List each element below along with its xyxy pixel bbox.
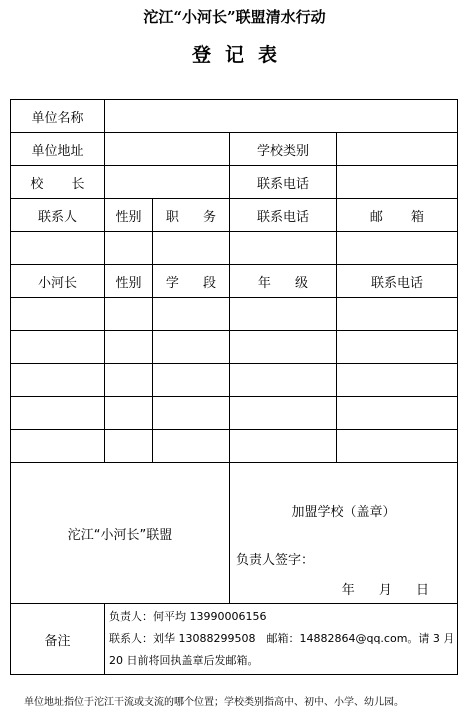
alliance-cell [11, 463, 230, 604]
contact-phone-field[interactable] [230, 232, 337, 265]
sign-school-label: 加盟学校（盖章） [291, 505, 396, 520]
river-stage-field[interactable] [153, 430, 230, 463]
notes-line-responsible: 负责人：何平均 13990006156 [109, 610, 267, 623]
river-grade-field[interactable] [230, 331, 337, 364]
row-principal [11, 166, 458, 199]
river-entry-row [11, 331, 458, 364]
river-gender-field[interactable] [105, 364, 153, 397]
river-gender-field[interactable] [105, 430, 153, 463]
notes-body [105, 604, 458, 675]
river-grade-field[interactable] [230, 430, 337, 463]
notes-line-contact: 联系人：刘华 13088299508 邮箱：14882864@qq.com。请 3 月 [109, 632, 455, 645]
contact-email-field[interactable] [337, 232, 458, 265]
notes-label: 备注 [11, 604, 105, 675]
unit-address-label: 单位地址 [11, 133, 105, 166]
row-contact-header [11, 199, 458, 232]
unit-name-field[interactable] [105, 100, 458, 133]
river-phone-field[interactable] [337, 430, 458, 463]
river-stage-header: 学 段 [153, 265, 230, 298]
river-chief-header: 小河长 [11, 265, 105, 298]
river-stage-field[interactable] [153, 364, 230, 397]
row-unit-name [11, 100, 458, 133]
river-entry-row [11, 397, 458, 430]
river-name-field[interactable] [11, 298, 105, 331]
contact-position-header: 职 务 [153, 199, 230, 232]
contact-position-field[interactable] [153, 232, 230, 265]
sign-date-label: 年 月 日 [341, 583, 429, 598]
river-grade-field[interactable] [230, 397, 337, 430]
river-gender-field[interactable] [105, 397, 153, 430]
principal-field[interactable] [105, 166, 230, 199]
school-type-label: 学校类别 [230, 133, 337, 166]
river-stage-field[interactable] [153, 397, 230, 430]
river-phone-field[interactable] [337, 397, 458, 430]
contact-gender-field[interactable] [105, 232, 153, 265]
river-stage-field[interactable] [153, 331, 230, 364]
river-name-field[interactable] [11, 331, 105, 364]
form-subtitle: 登记表 [191, 44, 291, 66]
sign-person-label: 负责人签字： [236, 553, 315, 568]
river-name-field[interactable] [11, 430, 105, 463]
row-river-header [11, 265, 458, 298]
footer-note: 单位地址指位于沱江干流或支流的哪个位置；学校类别指高中、初中、小学、幼儿园。 [24, 697, 404, 708]
river-phone-field[interactable] [337, 331, 458, 364]
row-notes [11, 604, 458, 675]
contact-phone-header: 联系电话 [230, 199, 337, 232]
river-phone-field[interactable] [337, 298, 458, 331]
row-contact-entry [11, 232, 458, 265]
river-gender-field[interactable] [105, 298, 153, 331]
unit-address-field[interactable] [105, 133, 230, 166]
river-name-field[interactable] [11, 397, 105, 430]
river-entry-row [11, 364, 458, 397]
river-entry-row [11, 430, 458, 463]
contact-email-header: 邮 箱 [337, 199, 458, 232]
school-type-field[interactable] [337, 133, 458, 166]
form-title: 沱江“小河长”联盟清水行动 [143, 8, 326, 26]
row-unit-address [11, 133, 458, 166]
principal-phone-label: 联系电话 [230, 166, 337, 199]
river-gender-field[interactable] [105, 331, 153, 364]
river-grade-header: 年 级 [230, 265, 337, 298]
principal-label: 校 长 [11, 166, 105, 199]
river-phone-field[interactable] [337, 364, 458, 397]
registration-table [10, 99, 458, 675]
river-phone-header: 联系电话 [337, 265, 458, 298]
contact-gender-header: 性别 [105, 199, 153, 232]
river-name-field[interactable] [11, 364, 105, 397]
river-stage-field[interactable] [153, 298, 230, 331]
river-gender-header: 性别 [105, 265, 153, 298]
river-grade-field[interactable] [230, 298, 337, 331]
contact-header: 联系人 [11, 199, 105, 232]
contact-name-field[interactable] [11, 232, 105, 265]
principal-phone-field[interactable] [337, 166, 458, 199]
unit-name-label: 单位名称 [11, 100, 105, 133]
river-grade-field[interactable] [230, 364, 337, 397]
row-signature [11, 463, 458, 604]
river-entry-row [11, 298, 458, 331]
signature-cell[interactable] [230, 463, 458, 604]
notes-line-deadline: 20 日前将回执盖章后发邮箱。 [109, 654, 259, 667]
alliance-label: 沱江“小河长”联盟 [67, 527, 173, 543]
